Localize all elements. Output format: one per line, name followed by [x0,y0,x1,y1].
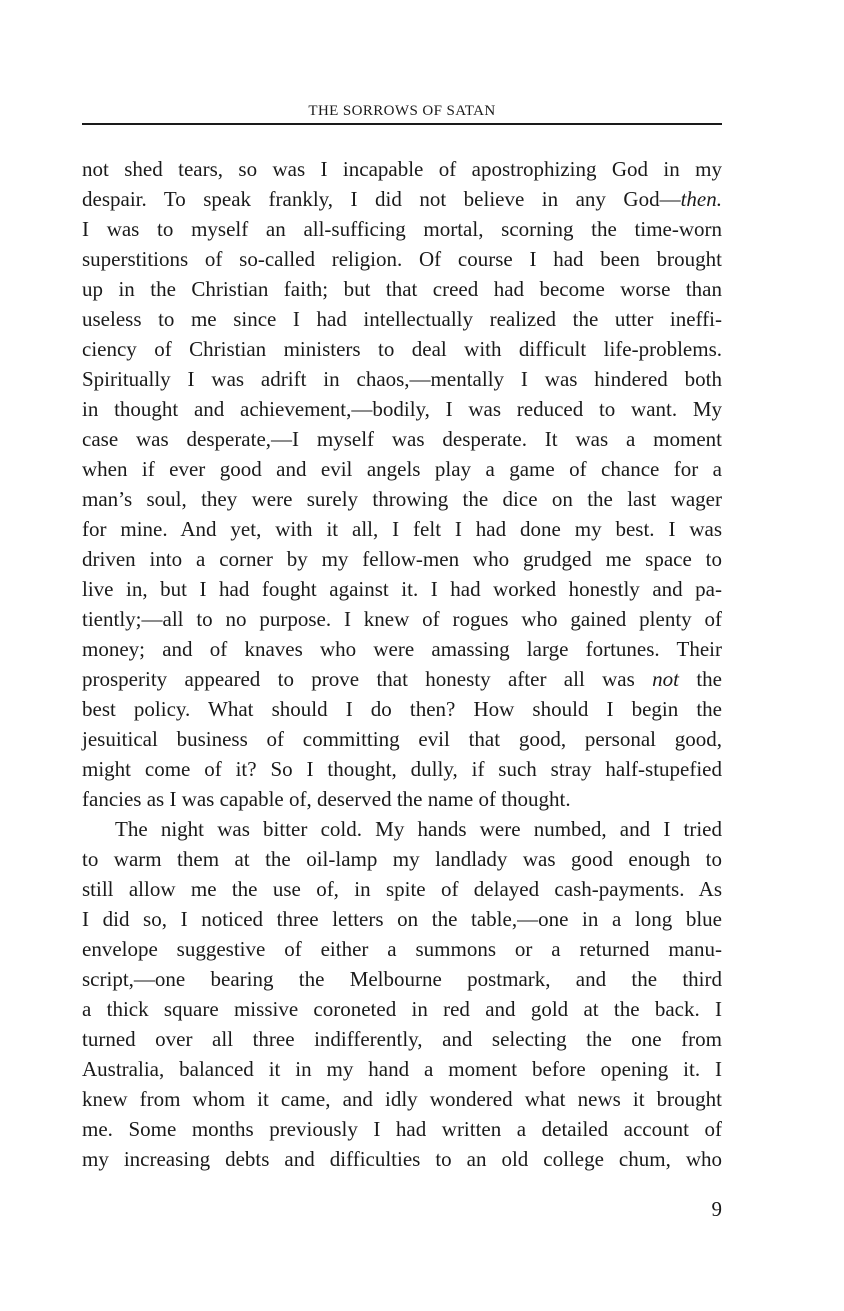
text-line [82,904,722,934]
text-run: fancies as I was capable of, deserved the name of thought. [82,787,571,811]
text-run: up in the Christian faith; but that creed had become worse than [82,277,722,301]
text-line [82,934,722,964]
text-line [82,574,722,604]
text-run: Spiritually I was adrift in chaos,—mentally I was hindered both [82,367,722,391]
text-line [82,154,722,184]
text-line [82,394,722,424]
text-line [82,1114,722,1144]
text-line [82,874,722,904]
text-line [82,184,722,214]
text-line [82,664,722,694]
text-line [82,244,722,274]
text-run: useless to me since I had intellectually realized the utter ineffi- [82,307,722,331]
text-line [82,814,722,844]
text-line [82,214,722,244]
text-run: still allow me the use of, in spite of delayed cash-payments. As [82,877,722,901]
text-line [82,754,722,784]
text-line [82,1054,722,1084]
text-run: when if ever good and evil angels play a game of chance for a [82,457,722,481]
text-run: tiently;—all to no purpose. I knew of rogues who gained plenty of [82,607,722,631]
text-run: the [678,667,722,691]
text-line [82,784,722,814]
running-head: THE SORROWS OF SATAN [308,103,496,119]
text-line [82,964,722,994]
text-run: to warm them at the oil-lamp my landlady was good enough to [82,847,722,871]
text-line [82,454,722,484]
text-line [82,424,722,454]
text-run: live in, but I had fought against it. I had worked honestly and pa- [82,577,722,601]
italic-text: then. [680,187,722,211]
text-run: I did so, I noticed three letters on the table,—one in a long blue [82,907,722,931]
text-run: superstitions of so-called religion. Of course I had been brought [82,247,722,271]
text-line [82,634,722,664]
text-run: money; and of knaves who were amassing large fortunes. Their [82,637,722,661]
text-run: me. Some months previously I had written a detailed account of [82,1117,722,1141]
italic-text: not [652,667,679,691]
text-run: The night was bitter cold. My hands were numbed, and I tried [115,817,722,841]
text-run: Australia, balanced it in my hand a moment before opening it. I [82,1057,722,1081]
text-run: turned over all three indifferently, and selecting the one from [82,1027,722,1051]
text-line [82,844,722,874]
text-line [82,334,722,364]
text-line [82,994,722,1024]
text-run: script,—one bearing the Melbourne postmark, and the third [82,967,722,991]
text-run: ciency of Christian ministers to deal with difficult life-problems. [82,337,722,361]
text-line [82,544,722,574]
text-line [82,1144,722,1174]
text-line [82,484,722,514]
header-rule [82,123,722,125]
body-text [82,154,722,1174]
text-run: driven into a corner by my fellow-men who grudged me space to [82,547,722,571]
text-line [82,1024,722,1054]
text-run: prosperity appeared to prove that honesty after all was [82,667,653,691]
text-run: despair. To speak frankly, I did not believe in any God— [82,187,681,211]
text-line [82,514,722,544]
text-line [82,724,722,754]
text-run: my increasing debts and difficulties to an old college chum, who [82,1147,722,1171]
text-run: knew from whom it came, and idly wondered what news it brought [82,1087,722,1111]
text-run: case was desperate,—I myself was desperate. It was a moment [82,427,722,451]
text-run: for mine. And yet, with it all, I felt I had done my best. I was [82,517,722,541]
text-line [82,694,722,724]
page-number: 9 [711,1197,722,1221]
text-run: might come of it? So I thought, dully, if such stray half-stupefied [82,757,722,781]
text-run: a thick square missive coroneted in red and gold at the back. I [82,997,722,1021]
text-run: best policy. What should I do then? How should I begin the [82,697,722,721]
text-run: envelope suggestive of either a summons or a returned manu- [82,937,722,961]
text-line [82,1084,722,1114]
text-line [82,304,722,334]
text-run: I was to myself an all-sufficing mortal, scorning the time-worn [82,217,722,241]
text-line [82,604,722,634]
text-run: in thought and achievement,—bodily, I was reduced to want. My [82,397,722,421]
text-line [82,274,722,304]
text-run: man’s soul, they were surely throwing the dice on the last wager [82,487,722,511]
text-line [82,364,722,394]
text-run: jesuitical business of committing evil that good, personal good, [82,727,722,751]
text-run: not shed tears, so was I incapable of apostrophizing God in my [82,157,722,181]
